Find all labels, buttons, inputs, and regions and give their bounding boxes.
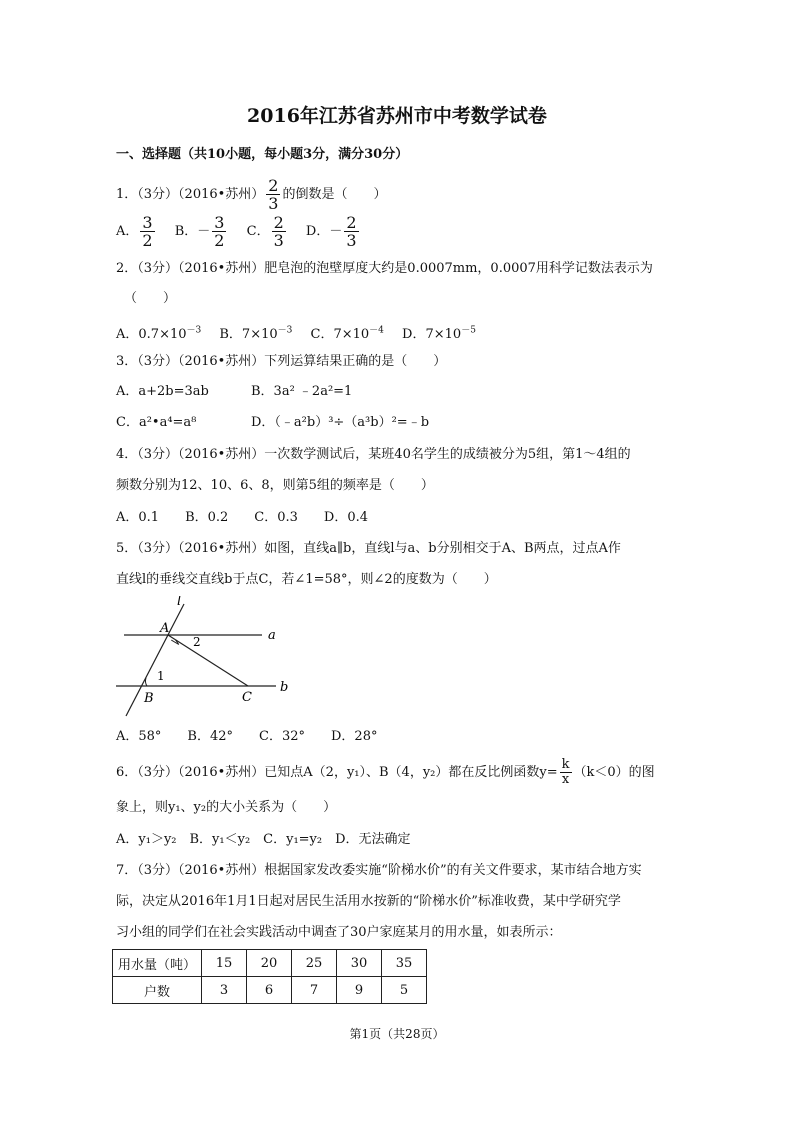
label-point-b: B: [144, 691, 154, 706]
q2-option-c: C．$7\times 10^{-4}$: [310, 326, 384, 343]
label-point-a: A: [160, 621, 170, 636]
table-cell: 25: [292, 950, 337, 977]
q3-option-c: C．a²•a⁴=a⁸: [116, 415, 197, 430]
q1-options: [116, 214, 361, 249]
label-l: l: [177, 596, 182, 609]
table-cell: 35: [382, 950, 427, 977]
label-point-c: C: [242, 690, 252, 705]
table-cell: 9: [337, 977, 382, 1004]
table-header-cell: 用水量（吨）: [113, 950, 202, 977]
label-angle-2: 2: [193, 635, 201, 649]
question-7-cont1: 际，决定从2016年1月1日起对居民生活用水按新的“阶梯水价”标准收费，某中学研究学: [116, 894, 621, 909]
question-2-cont: （ ）: [124, 291, 177, 306]
q1-suffix: 的倒数是（ ）: [282, 187, 387, 202]
q4-options: A．0.1 B．0.2 C．0.3 D．0.4: [116, 510, 369, 525]
q1-option-b: B．－ $\frac{3}{2}$: [174, 213, 225, 250]
line-l: [126, 604, 184, 716]
question-7-cont2: 习小组的同学们在社会实践活动中调查了30户家庭某月的用水量，如表所示：: [116, 925, 562, 940]
table-cell: 7: [292, 977, 337, 1004]
angle-1-arc: [145, 678, 147, 686]
table-cell: 5: [382, 977, 427, 1004]
table-cell: 30: [337, 950, 382, 977]
q6-fraction: $\frac{k}{x}$: [561, 757, 570, 787]
q2-option-b: B．$7\times 10^{-3}$: [219, 326, 293, 343]
q1-option-c: C． $\frac{2}{3}$: [246, 213, 284, 250]
q3-option-b: B．3a² ﹣2a²=1: [251, 384, 353, 399]
table-row: [113, 977, 427, 1004]
q1-option-d: D．－ $\frac{2}{3}$: [305, 213, 357, 250]
question-6-cont: 象上，则y₁、y₂的大小关系为（ ）: [116, 800, 337, 815]
question-4: 4．（3分）（2016•苏州）一次数学测试后，某班40名学生的成绩被分为5组，第1～4组的: [116, 447, 631, 462]
q1-prefix: 1．（3分）（2016•苏州）: [116, 187, 265, 202]
q1-option-a: A． $\frac{3}{2}$: [116, 213, 153, 250]
question-1: [116, 177, 387, 212]
question-4-cont: 频数分别为12、10、6、8，则第5组的频率是（ ）: [116, 478, 434, 493]
table-cell: 15: [202, 950, 247, 977]
page-title: 2016年江苏省苏州市中考数学试卷: [247, 105, 547, 127]
question-2: 2．（3分）（2016•苏州）肥皂泡的泡壁厚度大约是0.0007mm，0.0007用科学记数法表示为: [116, 261, 653, 276]
table-cell: 3: [202, 977, 247, 1004]
perpendicular-ac: [168, 635, 248, 686]
label-angle-1: 1: [157, 669, 165, 683]
label-a: a: [268, 628, 276, 643]
q2-option-d: D．$7\times 10^{-5}$: [402, 326, 476, 343]
table-row: [113, 950, 427, 977]
question-6: 6．（3分）（2016•苏州）已知点A（2，y₁）、B（4，y₂）都在反比例函数y= $\frac{k}{x}$ （k＜0）的图: [116, 757, 655, 787]
table-cell: 20: [247, 950, 292, 977]
label-b: b: [280, 680, 289, 695]
q2-option-a: A．$0.7\times 10^{-3}$: [116, 326, 202, 343]
question-5: 5．（3分）（2016•苏州）如图，直线a∥b，直线l与a、b分别相交于A、B两点，过点A作: [116, 541, 621, 556]
table-cell: 6: [247, 977, 292, 1004]
question-5-cont: 直线l的垂线交直线b于点C，若∠1=58°，则∠2的度数为（ ）: [116, 572, 497, 587]
q6-options: A．y₁＞y₂ B．y₁＜y₂ C．y₁=y₂ D．无法确定: [116, 832, 411, 847]
table-header-cell: 户数: [113, 977, 202, 1004]
section-heading: 一、选择题（共10小题，每小题3分，满分30分）: [116, 147, 409, 162]
q3-option-d: D．（﹣a²b）³÷（a³b）²=﹣b: [251, 415, 430, 430]
question-3: 3．（3分）（2016•苏州）下列运算结果正确的是（ ）: [116, 354, 447, 369]
q5-figure: [110, 596, 310, 721]
q5-options: A．58° B．42° C．32° D．28°: [116, 729, 378, 744]
q1-fraction: $\frac{2}{3}$: [268, 176, 279, 213]
question-7: 7．（3分）（2016•苏州）根据国家发改委实施“阶梯水价”的有关文件要求，某市结合地方实: [116, 863, 642, 878]
q3-option-a: A．a+2b=3ab: [116, 384, 209, 399]
water-usage-table: [112, 949, 427, 1004]
page-footer: 第1页（共28页）: [349, 1027, 445, 1041]
q2-options: [116, 321, 476, 345]
